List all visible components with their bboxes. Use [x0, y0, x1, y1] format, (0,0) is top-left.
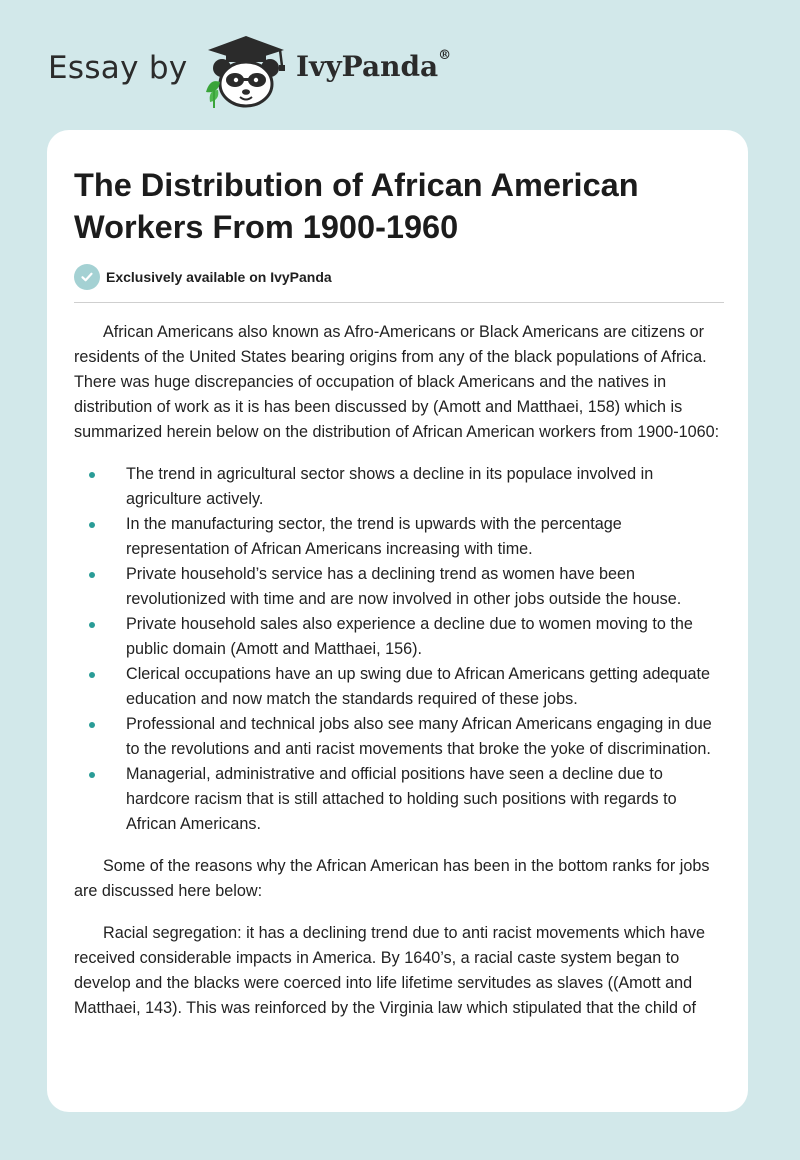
panda-logo-icon[interactable] — [196, 30, 290, 110]
list-item: Managerial, administrative and official positions have seen a decline due to hardcore racism that is still attached to holding such positions with regards to African Americans. — [126, 762, 726, 837]
list-item: Professional and technical jobs also see many African Americans engaging in due to the revolutions and anti racist movements that broke the yoke of discrimination. — [126, 712, 726, 762]
list-item: Clerical occupations have an up swing due to African Americans getting adequate education and now match the standards required of these jobs. — [126, 662, 726, 712]
checkmark-icon — [74, 264, 100, 290]
site-header — [0, 0, 800, 130]
exclusive-badge — [74, 264, 332, 290]
essay-title: The Distribution of African American Workers From 1900-1960 — [74, 167, 639, 245]
badge-label: Exclusively available on IvyPanda — [106, 269, 332, 285]
title-divider — [74, 302, 724, 303]
essay-body — [74, 320, 726, 1038]
list-item: Private household’s service has a declining trend as women have been revolutionized with time and are now involved in other jobs outside the house. — [126, 562, 726, 612]
brand-name[interactable] — [296, 50, 451, 83]
distribution-list — [74, 462, 726, 837]
reasons-paragraph: Some of the reasons why the African American has been in the bottom ranks for jobs are discussed here below: — [74, 857, 710, 900]
list-item: Private household sales also experience a decline due to women moving to the public domain (Amott and Matthaei, 156). — [126, 612, 726, 662]
essay-by-label: Essay by — [48, 50, 188, 86]
intro-paragraph: African Americans also known as Afro-Americans or Black Americans are citizens or residents of the United States bearing origins from any of the black populations of Africa. There was huge discrepancies of occupation of black Americans and the natives in distribution of work as it is has been discussed by (Amott and Matthaei, 158) which is summarized herein below on the distribution of African American workers from 1900-1060: — [74, 323, 720, 441]
registered-mark: ® — [438, 48, 452, 63]
brand-text: IvyPanda — [296, 50, 439, 83]
list-item: In the manufacturing sector, the trend is upwards with the percentage representation of African Americans increasing with time. — [126, 512, 726, 562]
list-item: The trend in agricultural sector shows a decline in its populace involved in agriculture actively. — [126, 462, 726, 512]
segregation-paragraph: Racial segregation: it has a declining trend due to anti racist movements which have received considerable impacts in America. By 1640’s, a racial caste system began to develop and the blacks were coerced into life lifetime servitudes as slaves ((Amott and Matthaei, 143). This was reinforced by the Virginia law which stipulated that the child of — [74, 924, 705, 1017]
